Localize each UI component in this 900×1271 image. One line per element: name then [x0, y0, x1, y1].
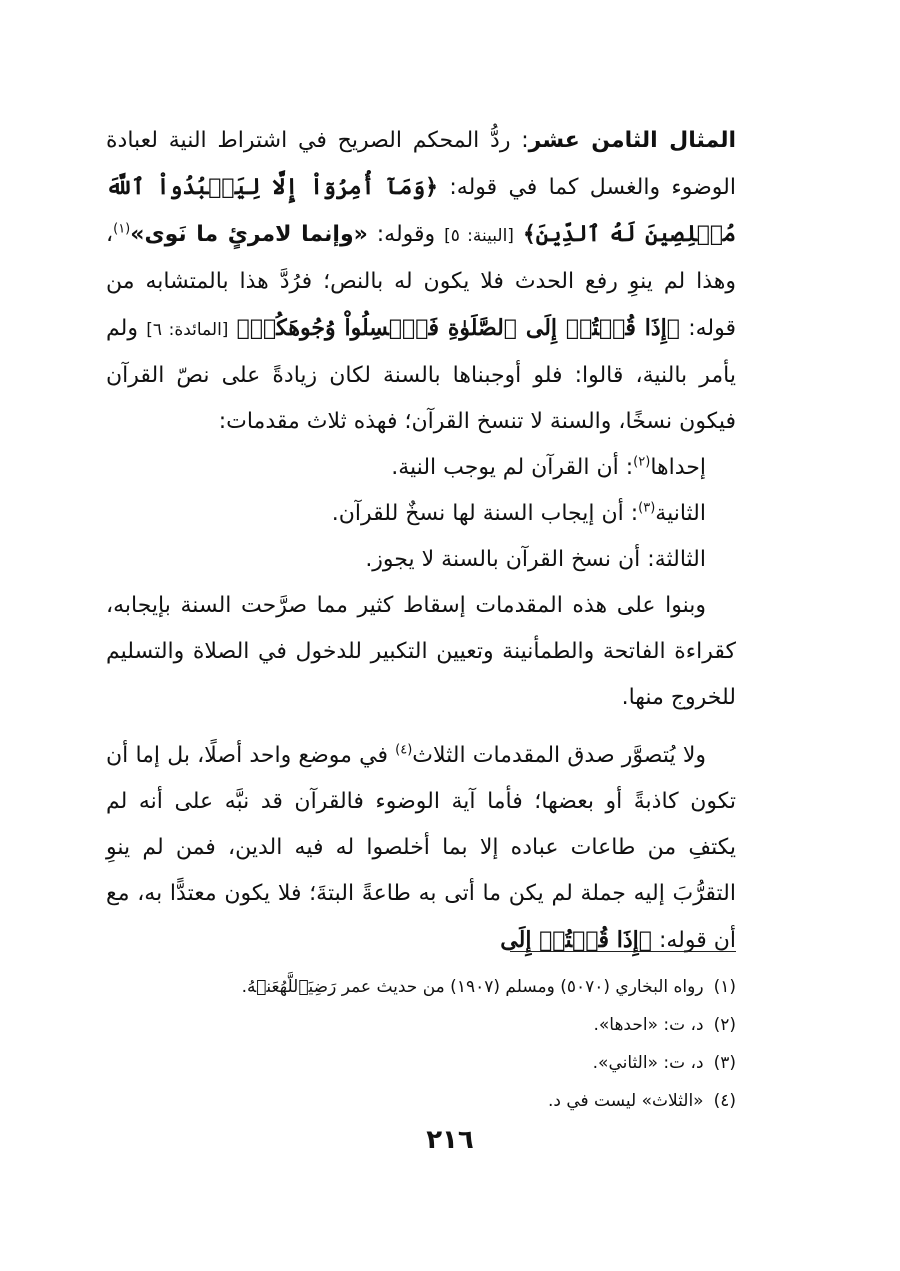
footnote-number: (٤) — [713, 1091, 736, 1111]
footnote-2 — [106, 1006, 736, 1044]
text-segment: في موضع واحد أصلًا، بل إما أن تكون كاذبةً أو بعضها؛ فأما آية الوضوء فالقرآن قد نبَّه على أنه لم يكتفِ من طاعات عباده إلا بما أخلصوا له فيه الدين، فمن لم ينوِ التقرُّبَ إليه جملة لم يكن ما أتى به طاعةً البتةَ؛ فلا يكون معتدًّا به، مع أن قوله: — [106, 743, 736, 953]
footnote-4 — [106, 1082, 736, 1120]
premise-3 — [106, 537, 736, 583]
premise-label: الثالثة — [654, 547, 706, 572]
footnote-1 — [106, 968, 736, 1006]
premise-text: : أن نسخ القرآن بالسنة لا يجوز. — [365, 547, 655, 572]
premise-1 — [106, 445, 736, 491]
paragraph-consequences: وبنوا على هذه المقدمات إسقاط كثير مما صرَّحت السنة بإيجابه، كقراءة الفاتحة والطمأنينة وتعيين التكبير للدخول في الصلاة والتسليم للخروج منها. — [106, 593, 736, 710]
text-segment: ، وهذا لم ينوِ رفع الحدث فلا يكون له بالنص؛ فرُدَّ هذا بالمتشابه من قوله: — [106, 222, 736, 341]
footnote-3 — [106, 1044, 736, 1082]
footnote-marker-1[interactable]: (١) — [113, 221, 131, 237]
premise-text: : أن إيجاب السنة لها نسخٌ للقرآن. — [331, 501, 639, 526]
premise-label: إحداها — [650, 455, 706, 480]
example-title: المثال الثامن عشر — [528, 128, 737, 153]
text-segment: ولم يأمر بالنية، قالوا: فلو أوجبناها بالسنة لكان زيادةً على نصّ القرآن فيكون نسخًا، والسنة لا تنسخ القرآن؛ فهذه ثلاث مقدمات: — [106, 316, 736, 434]
paragraph-example-18 — [106, 118, 736, 445]
premise-text: : أن القرآن لم يوجب النية. — [391, 455, 634, 480]
footnote-marker-4[interactable]: (٤) — [395, 742, 413, 758]
footnote-text: «الثلاث» ليست في د. — [547, 1091, 704, 1111]
quran-verse-fragment: ﴿إِذَا قُمۡتُمۡ إِلَى — [500, 927, 652, 953]
footnote-text: د، ت: «الثاني». — [592, 1053, 704, 1073]
text-segment: وقوله: — [367, 222, 445, 247]
footnote-number: (١) — [713, 977, 736, 997]
page-number: ٢١٦ — [426, 1125, 474, 1155]
quran-verse-maidah: ﴿إِذَا قُمۡتُمۡ إِلَى ٱلصَّلَوٰةِ فَٱغۡسِلُواْ وُجُوهَكُمۡ﴾ — [236, 315, 680, 341]
footnotes — [106, 968, 736, 1120]
footnote-marker-3[interactable]: (٣) — [638, 500, 656, 516]
footnote-marker-2[interactable]: (٢) — [633, 454, 651, 470]
footnote-number: (٢) — [713, 1015, 736, 1035]
premise-label: الثانية — [655, 501, 706, 526]
premise-2 — [106, 491, 736, 537]
main-text — [106, 118, 736, 964]
verse-reference: [البينة: ٥] — [444, 226, 514, 246]
hadith-quote: «وإنما لامرئٍ ما نَوى» — [130, 222, 368, 247]
verse-reference: [المائدة: ٦] — [146, 320, 229, 340]
footnote-text: د، ت: «احدها». — [593, 1015, 704, 1035]
footnote-number: (٣) — [713, 1053, 736, 1073]
text-segment: : ردُّ المحكم الصريح في اشتراط النية لعبادة الوضوء والغسل كما في قوله: — [106, 128, 736, 200]
quran-verse-bayyinah: ﴿وَمَآ أُمِرُوٓاْ إِلَّا لِيَعۡبُدُواْ ٱللَّهَ مُخۡلِصِينَ لَهُ ٱلدِّينَ﴾ — [106, 174, 737, 247]
footnote-text: رواه البخاري (٥٠٧٠) ومسلم (١٩٠٧) من حديث عمر رَضِيَٱللَّهُعَنۡهُ. — [241, 977, 704, 997]
footnote-divider — [510, 951, 736, 952]
text-segment: ولا يُتصوَّر صدق المقدمات الثلاث — [412, 743, 706, 768]
paragraph-refutation — [106, 733, 736, 964]
